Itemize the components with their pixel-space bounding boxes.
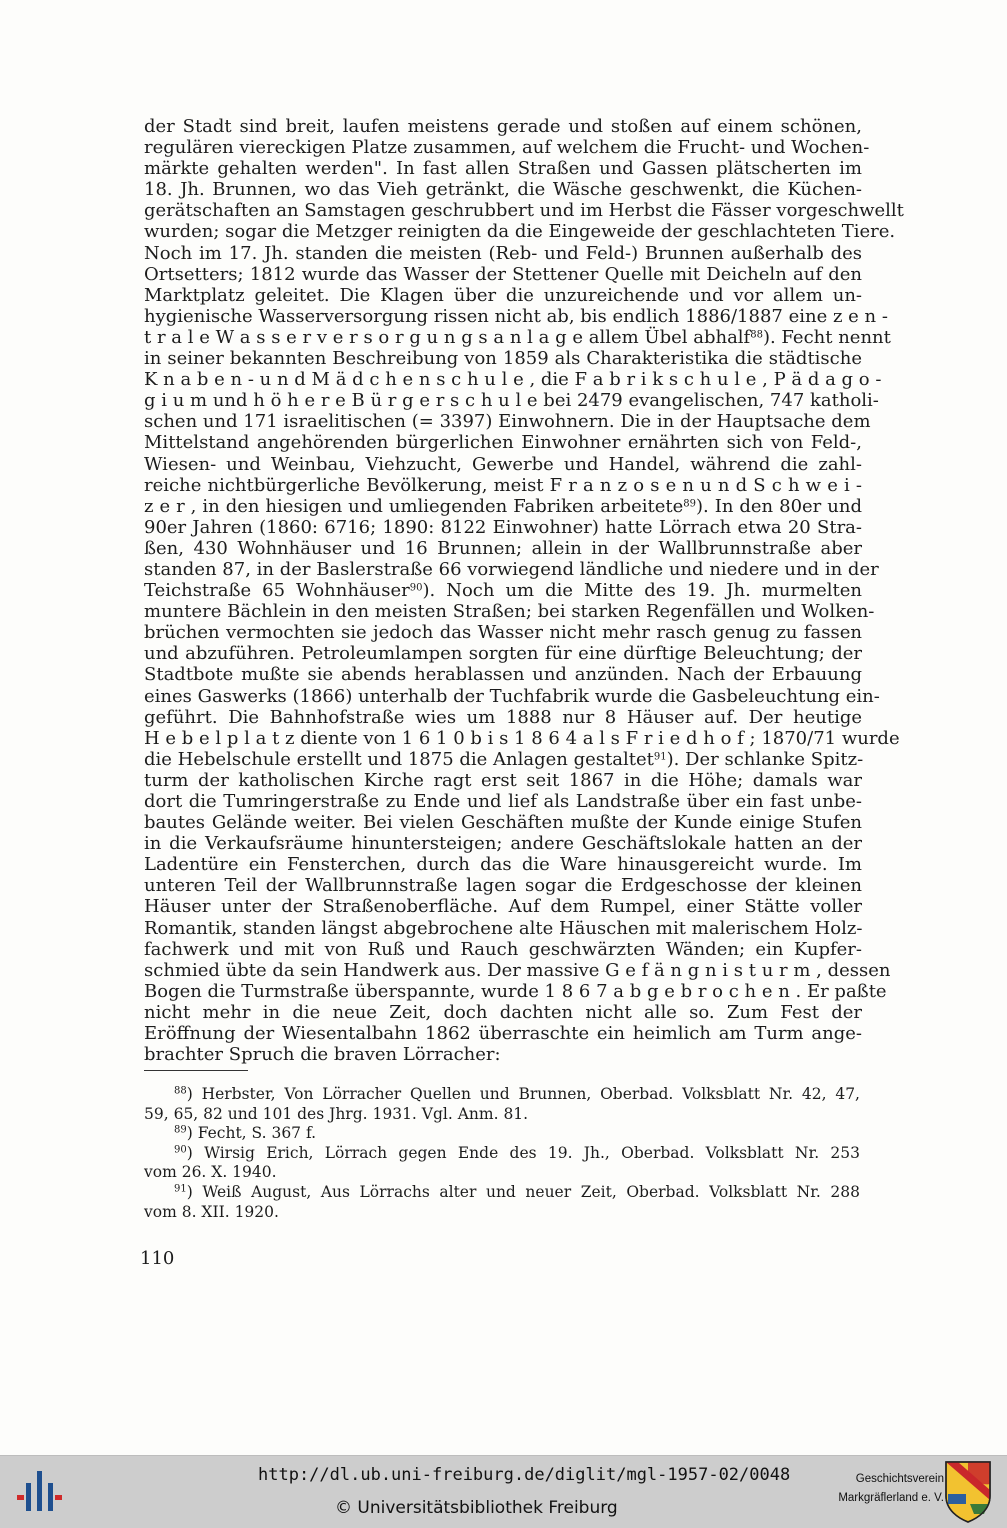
footnotes (144, 1085, 860, 1222)
page-number: 110 (140, 1248, 175, 1269)
document-url[interactable]: http://dl.ub.uni-freiburg.de/diglit/mgl-1957-02/0048 (258, 1465, 791, 1485)
text-line: Marktplatz geleitet. Die Klagen über die unzureichende und vor allem un- (144, 284, 862, 306)
footnote-ref-88[interactable]: 88 (750, 329, 763, 341)
footnote-separator (144, 1070, 248, 1071)
society-name-line: Markgräflerland e. V. (838, 1492, 944, 1504)
text-line: Häuser unter der Straßenoberfläche. Auf dem Rumpel, einer Stätte voller (144, 896, 862, 918)
text-line: schmied übte da sein Handwerk aus. Der massive G e f ä n g n i s t u r m , dessen (144, 959, 891, 981)
footnote-90-cont: vom 26. X. 1940. (144, 1163, 277, 1182)
footnote-text: ) Weiß August, Aus Lörrachs alter und neuer Zeit, Oberbad. Volksblatt Nr. 288 (186, 1182, 860, 1201)
footnote-text: ) Fecht, S. 367 f. (186, 1124, 317, 1143)
footnote-90 (144, 1144, 860, 1164)
footnote-91-cont: vom 8. XII. 1920. (144, 1202, 279, 1221)
text-line: gerätschaften an Samstagen geschrubbert und im Herbst die Fässer vorgeschwellt (144, 200, 904, 222)
text-line: regulären viereckigen Platze zusammen, auf welchem die Frucht- und Wochen- (144, 137, 870, 159)
footnote-mark: 90 (174, 1144, 187, 1156)
text-line: brachter Spruch die braven Lörracher: (144, 1044, 501, 1066)
text-line: muntere Bächlein in den meisten Straßen; bei starken Regenfällen und Wolken- (144, 601, 875, 623)
text-line: in seiner bekannten Beschreibung von 1859 als Charakteristika die städtische (144, 348, 862, 370)
footnote-mark: 91 (174, 1183, 187, 1195)
text-line (144, 496, 862, 517)
text-line: H e b e l p l a t z diente von 1 6 1 0 b i s 1 8 6 4 a l s F r i e d h o f ; 1870/71 wurde (144, 727, 900, 749)
text-line: brüchen vermochten sie jedoch das Wasser nicht mehr rasch genug zu fassen (144, 622, 862, 644)
text-line: Mittelstand angehörenden bürgerlichen Einwohner ernährten sich von Feld-, (144, 432, 862, 454)
text-line: und abzuführen. Petroleumlampen sorgten für eine dürftige Beleuchtung; der (144, 643, 862, 665)
text-line: Ortsetters; 1812 wurde das Wasser der Stettener Quelle mit Deicheln auf den (144, 263, 862, 285)
text-line: schen und 171 israelitischen (= 3397) Einwohnern. Die in der Hauptsache dem (144, 411, 871, 433)
footnote-ref-90[interactable]: 90 (409, 582, 423, 594)
footnote-ref-89[interactable]: 89 (683, 498, 696, 510)
text-segment: ). Der schlanke Spitz- (666, 748, 864, 770)
text-line: Romantik, standen längst abgebrochene alte Häuschen mit malerischem Holz- (144, 917, 863, 939)
text-line: standen 87, in der Baslerstraße 66 vorwiegend ländliche und niedere und in der (144, 558, 879, 580)
text-segment: Teichstraße 65 Wohnhäuser (144, 580, 410, 602)
text-segment: z e r , in den hiesigen und umliegenden Fabriken arbeitete (144, 495, 684, 517)
text-line: bautes Gelände weiter. Bei vielen Geschäften mußte der Kunde einige Stufen (144, 812, 862, 834)
text-line: der Stadt sind breit, laufen meistens gerade und stoßen auf einem schönen, (144, 116, 862, 137)
text-line: hygienische Wasserversorgung rissen nicht ab, bis endlich 1886/1887 eine z e n - (144, 305, 888, 327)
footnote-text: ) Wirsig Erich, Lörrach gegen Ende des 19. Jh., Oberbad. Volksblatt Nr. 253 (186, 1143, 860, 1162)
text-line: g i u m und h ö h e r e B ü r g e r s c h u l e bei 2479 evangelischen, 747 katholi- (144, 390, 879, 412)
library-logo-icon (17, 1466, 65, 1516)
text-line: dort die Tumringerstraße zu Ende und lief als Landstraße über ein fast unbe- (144, 791, 862, 812)
footnote-text: ) Herbster, Von Lörracher Quellen und Brunnen, Oberbad. Volksblatt Nr. 42, 47, (186, 1085, 860, 1103)
text-line: unteren Teil der Wallbrunnstraße lagen sogar die Erdgeschosse der kleinen (144, 875, 862, 897)
text-line: in die Verkaufsräume hinuntersteigen; andere Geschäftslokale hatten an der (144, 833, 862, 855)
text-segment: t r a l e W a s s e r v e r s o r g u n g s a n l a g e allem Übel abhalf (144, 326, 751, 348)
text-line: reiche nichtbürgerliche Bevölkerung, meist F r a n z o s e n u n d S c h w e i - (144, 474, 862, 496)
text-line: K n a b e n - u n d M ä d c h e n s c h u l e , die F a b r i k s c h u l e , P ä d a g o - (144, 369, 882, 391)
footnote-ref-91[interactable]: 91 (653, 751, 667, 763)
text-line: 90er Jahren (1860: 6716; 1890: 8122 Einwohner) hatte Lörrach etwa 20 Stra- (144, 516, 862, 538)
text-line: Noch im 17. Jh. standen die meisten (Reb- und Feld-) Brunnen außerhalb des (144, 242, 862, 264)
text-segment: ). Fecht nennt (762, 326, 891, 348)
society-name-line: Geschichtsverein (855, 1473, 944, 1485)
text-segment: ). Noch um die Mitte des 19. Jh. murmelten (422, 580, 863, 602)
text-line: nicht mehr in die neue Zeit, doch dachten nicht alle so. Zum Fest der (144, 1001, 862, 1023)
footnote-91 (144, 1183, 860, 1203)
text-line: geführt. Die Bahnhofstraße wies um 1888 nur 8 Häuser auf. Der heutige (144, 706, 862, 728)
text-line: eines Gaswerks (1866) unterhalb der Tuchfabrik wurde die Gasbeleuchtung ein- (144, 685, 880, 707)
text-line: Eröffnung der Wiesentalbahn 1862 überraschte ein heimlich am Turm ange- (144, 1023, 862, 1045)
coat-of-arms-icon (944, 1460, 992, 1524)
body-text (144, 116, 904, 1066)
text-line: Stadtbote mußte sie abends herablassen und anzünden. Nach der Erbauung (144, 664, 862, 686)
society-name (808, 1470, 944, 1508)
copyright-notice: © Universitätsbibliothek Freiburg (335, 1498, 618, 1518)
text-line: wurden; sogar die Metzger reinigten da die Eingeweide der geschlachteten Tiere. (144, 221, 896, 243)
text-line: 18. Jh. Brunnen, wo das Vieh getränkt, die Wäsche geschwenkt, die Küchen- (144, 179, 862, 201)
footnote-88 (144, 1085, 860, 1105)
text-line (144, 580, 862, 601)
text-segment: ). In den 80er und (695, 495, 862, 517)
text-line: Bogen die Turmstraße überspannte, wurde 1 8 6 7 a b g e b r o c h e n . Er paßte (144, 980, 887, 1002)
text-line: ßen, 430 Wohnhäuser und 16 Brunnen; allein in der Wallbrunnstraße aber (144, 537, 862, 559)
text-line (144, 326, 891, 348)
viewer-footer (0, 1455, 1007, 1528)
text-line: turm der katholischen Kirche ragt erst seit 1867 in die Höhe; damals war (144, 769, 862, 791)
text-line: fachwerk und mit von Ruß und Rauch geschwärzten Wänden; ein Kupfer- (144, 938, 862, 960)
footnote-88-cont: 59, 65, 82 und 101 des Jhrg. 1931. Vgl. Anm. 81. (144, 1104, 529, 1123)
text-line: Ladentüre ein Fensterchen, durch das die Ware hinausgereicht wurde. Im (144, 854, 862, 876)
footnote-mark: 88 (174, 1085, 187, 1097)
text-line (144, 749, 862, 770)
text-line: märkte gehalten werden". In fast allen Straßen und Gassen plätscherten im (144, 158, 862, 180)
footnote-mark: 89 (174, 1124, 187, 1136)
text-line: Wiesen- und Weinbau, Viehzucht, Gewerbe und Handel, während die zahl- (144, 453, 862, 475)
footnote-89 (144, 1124, 860, 1144)
text-segment: die Hebelschule erstellt und 1875 die Anlagen gestaltet (144, 748, 654, 770)
